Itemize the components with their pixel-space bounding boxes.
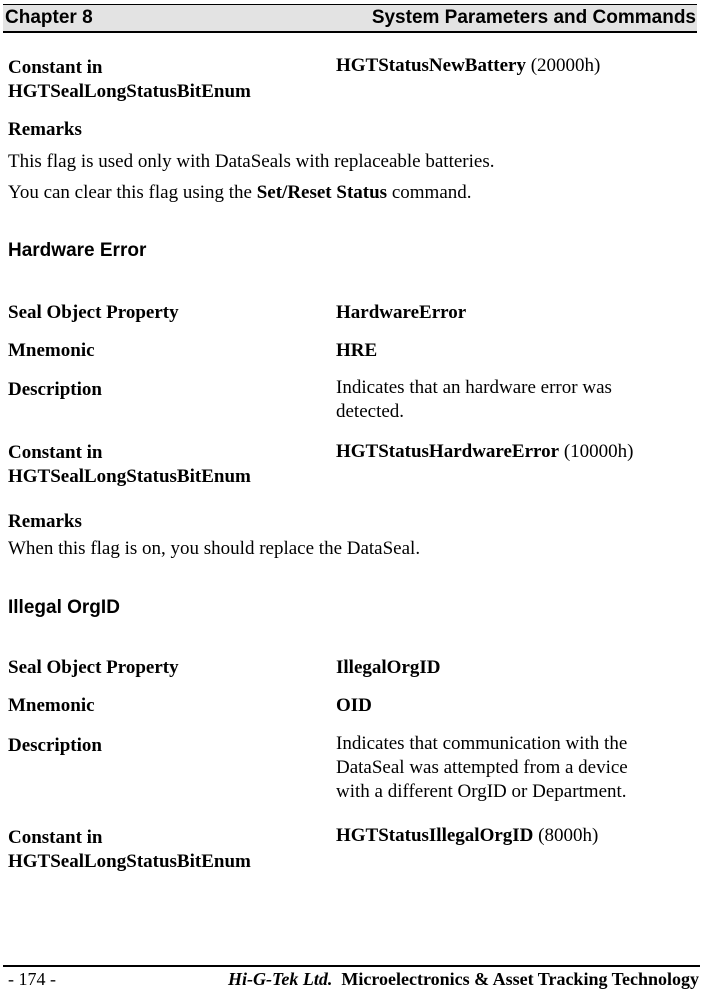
remark-text: This flag is used only with DataSeals with replaceable batteries. xyxy=(8,151,495,172)
constant-value: HGTStatusHardwareError (10000h) xyxy=(336,441,634,462)
remarks-label: Remarks xyxy=(8,511,82,532)
constant-label: Constant in HGTSealLongStatusBitEnum xyxy=(8,827,251,872)
chapter-label: Chapter 8 xyxy=(5,7,93,28)
mnemonic-value: OID xyxy=(336,695,372,716)
constant-value: HGTStatusNewBattery (20000h) xyxy=(336,55,601,76)
description-label: Description xyxy=(8,735,102,756)
remark-text: You can clear this flag using the Set/Reset Status command. xyxy=(8,182,472,203)
page-footer xyxy=(228,967,699,991)
company-name: Hi-G-Tek Ltd. xyxy=(228,969,333,989)
property-value: IllegalOrgID xyxy=(336,657,441,678)
constant-label: Constant in HGTSealLongStatusBitEnum xyxy=(8,442,251,487)
constant-label: Constant in HGTSealLongStatusBitEnum xyxy=(8,57,251,102)
description-value: Indicates that communication with the DataSeal was attempted from a device with a different OrgID or Department. xyxy=(336,733,628,802)
section-heading: Hardware Error xyxy=(8,240,147,261)
description-value: Indicates that an hardware error was detected. xyxy=(336,377,612,422)
chapter-title: System Parameters and Commands xyxy=(371,7,696,28)
constant-value: HGTStatusIllegalOrgID (8000h) xyxy=(336,825,599,846)
mnemonic-label: Mnemonic xyxy=(8,340,95,361)
mnemonic-value: HRE xyxy=(336,340,378,361)
remark-text: When this flag is on, you should replace the DataSeal. xyxy=(8,538,421,559)
page-header xyxy=(3,4,697,33)
property-value: HardwareError xyxy=(336,302,467,323)
command-name: Set/Reset Status xyxy=(256,182,388,203)
company-tagline: Microelectronics & Asset Tracking Technology xyxy=(341,969,699,989)
description-label: Description xyxy=(8,379,102,400)
page-number: - 174 - xyxy=(8,969,56,989)
property-label: Seal Object Property xyxy=(8,302,179,323)
remarks-label: Remarks xyxy=(8,119,82,140)
mnemonic-label: Mnemonic xyxy=(8,695,95,716)
section-heading: Illegal OrgID xyxy=(8,597,120,618)
property-label: Seal Object Property xyxy=(8,657,179,678)
